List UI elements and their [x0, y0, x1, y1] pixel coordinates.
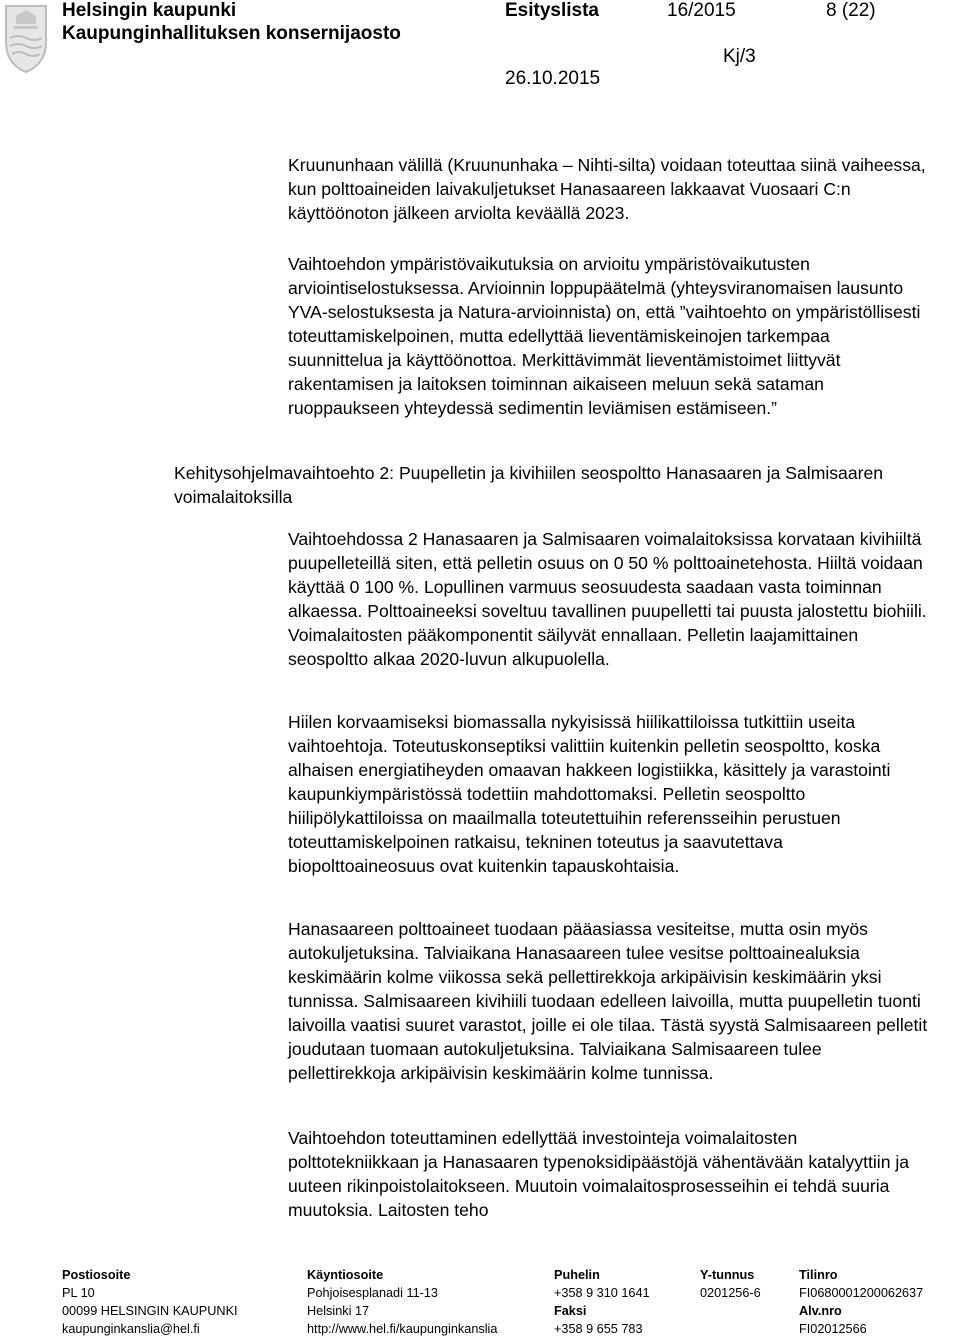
paragraph: Hanasaareen polttoaineet tuodaan pääasiassa vesiteitse, mutta osin myös autokuljetuksina. Talviaikana Hanasaareen tulee vesitse polttoainealuksia keskimäärin kolme viikossa sekä pellettirekkoja arkipäivisin keskimäärin yksi tunnissa. Salmisaareen kivihiili tuodaan edelleen laivoilla, mutta puupelletin tuonti laivoilla vaatisi suuret varastot, joille ei ole tilaa. Tästä syystä Salmisaareen pelletit joudutaan tuomaan autokuljetuksina. Talviaikana Salmisaareen tulee pellettirekkoja arkipäivisin keskimäärin kolme tunnissa.: [288, 919, 928, 1083]
footer-website-link[interactable]: http://www.hel.fi/kaupunginkanslia: [307, 1322, 498, 1336]
header-item: Kj/3: [723, 46, 756, 67]
paragraph: Vaihtoehdon toteuttaminen edellyttää investointeja voimalaitosten polttotekniikkaan ja Hanasaaren typenoksidipäästöjä vähentävään katalyyttiin ja uuteen rikinpoistolaitokseen. Muutoin voimalaitosprosesseihin ei tehdä suuria muutoksia. Laitosten teho: [288, 1128, 910, 1220]
header-city: Helsingin kaupunki: [62, 0, 237, 21]
paragraph: Vaihtoehdon ympäristövaikutuksia on arvioitu ympäristövaikutusten arviointiselostuksessa. Arvioinnin loppupäätelmä (yhteysviranomaisen lausunto YVA-selostuksesta ja Natura-arvioinnista) on, että ”vaihtoehto on ympäristöllisesti toteuttamiskelpoinen, mutta edellyttää lieventämiskeinojen tarkempaa suunnittelua ja käyttöönottoa. Merkittävimmät lieventämistoimet liittyvät rakentamisen ja laitoksen toiminnan aikaiseen meluun sekä sataman ruoppaukseen yhteydessä sedimentin leviämisen estämiseen.”: [288, 254, 921, 418]
header-body: Kaupunginhallituksen konsernijaosto: [62, 23, 401, 44]
header-page-number: 8 (22): [826, 0, 876, 21]
footer-visiting-address: Käyntiosoite Pohjoisesplanadi 11-13 Helsinki 17 http://www.hel.fi/kaupunginkanslia: [307, 1268, 498, 1336]
paragraph: Vaihtoehdossa 2 Hanasaaren ja Salmisaaren voimalaitoksissa korvataan kivihiiltä puupelleteillä siten, että pelletin osuus on 0 50 % polttoainetehosta. Hiiltä voidaan käyttää 0 100 %. Lopullinen varmuus seosuudesta saadaan vasta toiminnan alkaessa. Polttoaineeksi soveltuu tavallinen puupelletti tai puusta jalostettu biohiili. Voimalaitosten pääkomponentit säilyvät ennallaan. Pelletin laajamittainen seospoltto alkaa 2020-luvun alkupuolella.: [288, 529, 927, 669]
footer-phone: Puhelin +358 9 310 1641 Faksi +358 9 655 783: [554, 1268, 650, 1336]
footer-business-id: Y-tunnus 0201256-6: [700, 1268, 761, 1300]
header-date: 26.10.2015: [505, 68, 601, 89]
header-doc-number: 16/2015: [667, 0, 736, 21]
paragraph: Kruununhaan välillä (Kruununhaka – Nihti-silta) voidaan toteuttaa siinä vaiheessa, kun polttoaineiden laivakuljetukset Hanasaareen lakkaavat Vuosaari C:n käyttöönoton jälkeen arviolta keväällä 2023.: [288, 155, 926, 223]
section-heading: Kehitysohjelmavaihtoehto 2: Puupelletin ja kivihiilen seospoltto Hanasaaren ja Salmisaaren voimalaitoksilla: [174, 463, 884, 507]
footer-account: Tilinro FI0680001200062637 Alv.nro FI02012566: [799, 1268, 924, 1336]
paragraph: Hiilen korvaamiseksi biomassalla nykyisissä hiilikattiloissa tutkittiin useita vaihtoehtoja. Toteutuskonseptiksi valittiin kuitenkin pelletin seospoltto, koska alhaisen energiatiheyden omaavan hakkeen logistiikka, käsittely ja varastointi kaupunkiympäristössä todettiin mahdottomaksi. Pelletin seospoltto hiilipölykattiloissa on maailmalla toteutettuihin referensseihin perustuen toteuttamiskelpoinen ratkaisu, tekninen toteutus ja saavutettava biopolttoaineosuus ovat kuitenkin tapauskohtaisia.: [288, 712, 891, 876]
footer-postal-address: Postiosoite PL 10 00099 HELSINGIN KAUPUNKI kaupunginkanslia@hel.fi: [62, 1268, 238, 1336]
footer-email[interactable]: kaupunginkanslia@hel.fi: [62, 1322, 200, 1336]
helsinki-crest-icon: [2, 2, 50, 74]
header-doc-type: Esityslista: [505, 0, 599, 21]
